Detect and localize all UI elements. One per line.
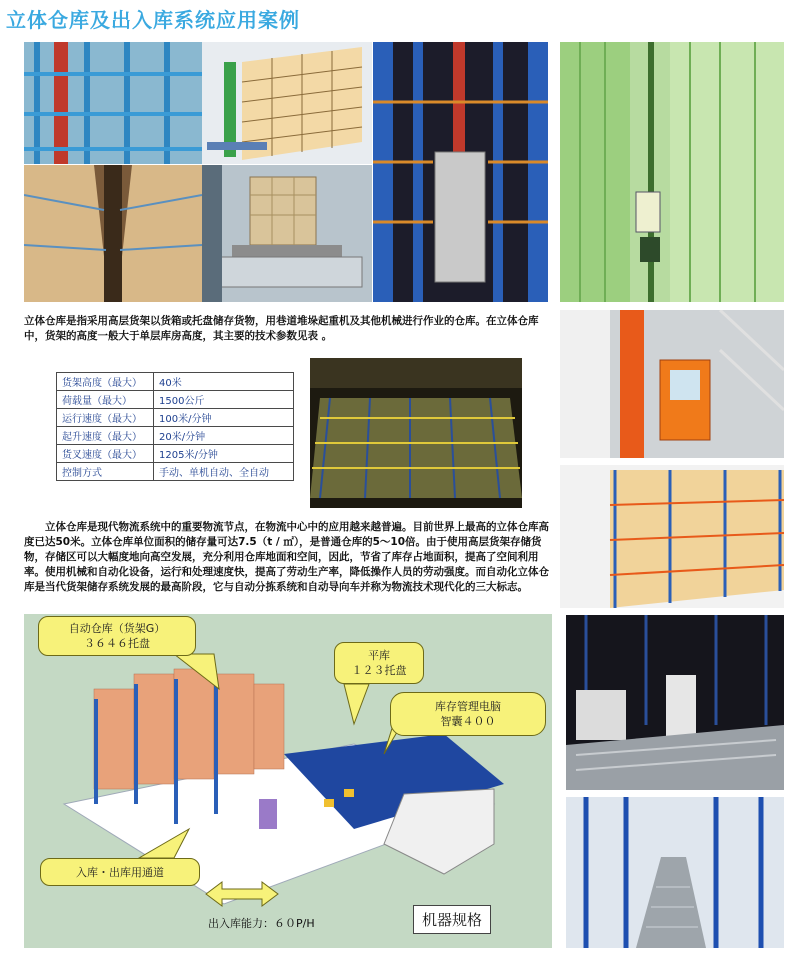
page-title: 立体仓库及出入库系统应用案例 [6,8,300,32]
callout-flat-store-line2: １２３托盘 [351,664,407,677]
spec-key: 货叉速度（最大） [57,445,154,463]
photo-rack-render [202,42,372,164]
callout-channel [40,858,200,886]
photo-blue-rack-conveyor [566,797,784,948]
callout-flat-store-line1: 平库 [368,649,390,662]
photo-pallet-conveyor [202,165,372,302]
callout-auto-store-line1: 自动仓库（货架G） [68,622,166,635]
spec-row [57,409,294,427]
spec-value: 1205米/分钟 [154,445,294,463]
callout-flat-store [334,642,424,684]
intro-paragraph: 立体仓库是指采用高层货架以货箱或托盘储存货物，用巷道堆垛起重机及其他机械进行作业的仓库。在立体仓库中，货架的高度一般大于单层库房高度，其主要的技术参数见表 。 [24,315,539,342]
spec-row [57,391,294,409]
capacity-label: 出入库能力：６０P/H [208,917,315,930]
spec-row [57,463,294,481]
photo-conveyor-system [566,615,784,790]
photo-orange-crane [560,310,784,458]
photo-green-rack [560,42,784,302]
photo-rack-render-2 [560,465,784,608]
photo-rack-hall [310,358,522,508]
callout-channel-text: 入库・出库用通道 [76,866,164,879]
spec-row [57,445,294,463]
callout-computer [390,692,546,736]
spec-value: 100米/分钟 [154,409,294,427]
spec-key: 货架高度（最大） [57,373,154,391]
callout-auto-store-line2: ３６４６托盘 [84,637,150,650]
warehouse-layout-diagram [24,614,552,948]
photo-looking-up [24,165,202,302]
callout-auto-store [38,616,196,656]
spec-value: 1500公斤 [154,391,294,409]
spec-table [56,372,294,481]
spec-row [57,427,294,445]
spec-key: 控制方式 [57,463,154,481]
spec-value: 手动、单机自动、全自动 [154,463,294,481]
spec-key: 运行速度（最大） [57,409,154,427]
photo-rack-corridor [24,42,202,164]
callout-computer-line1: 库存管理电脑 [435,700,501,713]
body-paragraph: 立体仓库是现代物流系统中的重要物流节点，在物流中心中的应用越来越普遍。目前世界上最高的立体仓库高度已达50米。立体仓库单位面积的储存量可达7.5（t / ㎡），是普通仓库的5～10倍。由于使用高层货架存储货物，存储区可以大幅度地向高空发展，充分利用仓库地面和空间，因此，节省了库存占地面积，提高了空间利用率。使用机械和自动化设备，运行和处理速度快，提高了劳动生产率，降低操作人员的劳动强度。而自动化立体仓库是当代货架储存系统发展的最高阶段，它与自动分拣系统和自动导向车并称为物流技术现代化的三大标志。 [24,521,549,593]
spec-key: 起升速度（最大） [57,427,154,445]
spec-value: 20米/分钟 [154,427,294,445]
spec-row [57,373,294,391]
callout-computer-line2: 智囊４００ [440,715,496,728]
spec-value: 40米 [154,373,294,391]
machine-spec-label: 机器规格 [413,905,491,934]
photo-stacker-aisle [373,42,548,302]
spec-key: 荷载量（最大） [57,391,154,409]
